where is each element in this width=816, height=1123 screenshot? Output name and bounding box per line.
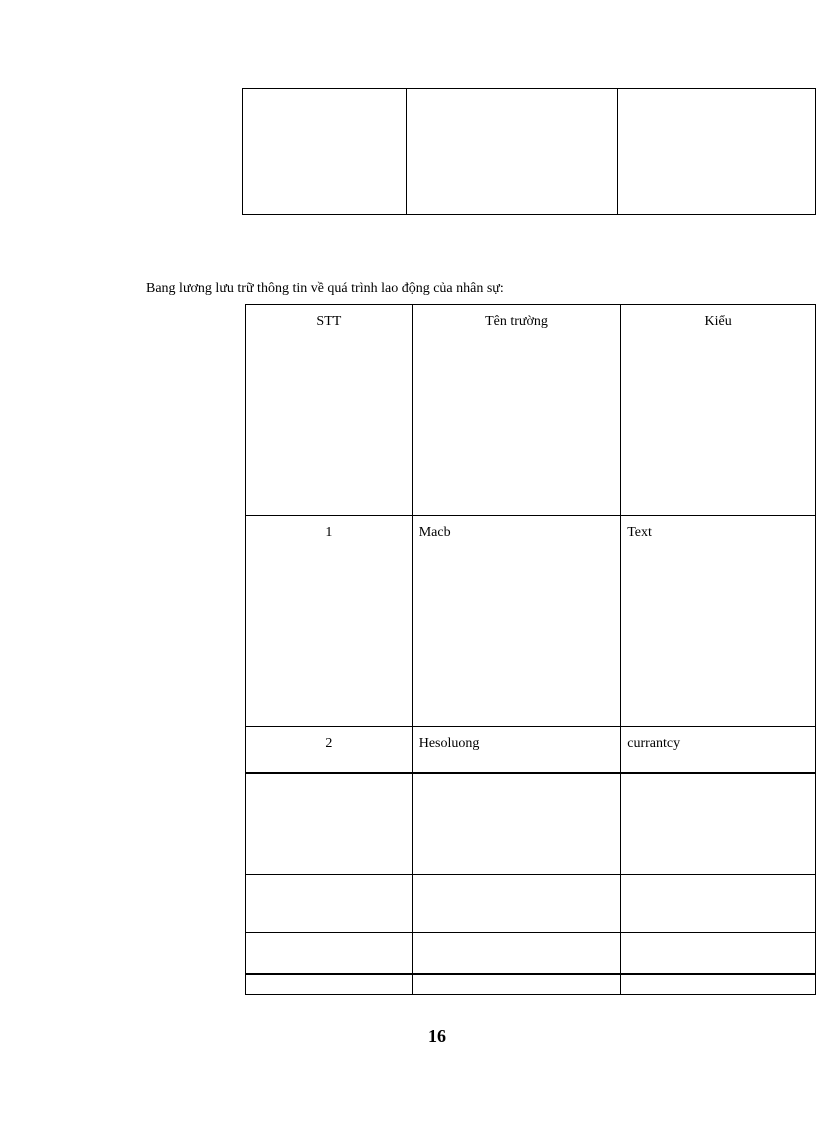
table-row bbox=[246, 516, 816, 727]
table-cell bbox=[621, 875, 816, 933]
row-2-stt: 2 bbox=[246, 727, 413, 773]
empty-row bbox=[246, 974, 816, 995]
header-row bbox=[246, 305, 816, 516]
row-1-field-name: Macb bbox=[412, 516, 621, 727]
table-cell bbox=[618, 89, 816, 215]
table-cell bbox=[243, 89, 407, 215]
table-row bbox=[243, 89, 816, 215]
empty-row bbox=[246, 773, 816, 875]
fields-table bbox=[245, 304, 816, 995]
header-cell-stt: STT bbox=[246, 305, 413, 516]
table-cell bbox=[246, 974, 413, 995]
table-cell bbox=[412, 974, 621, 995]
page-number: 16 bbox=[428, 1026, 446, 1046]
table-cell bbox=[412, 875, 621, 933]
continued-table bbox=[242, 88, 816, 215]
row-1-type: Text bbox=[621, 516, 816, 727]
table-cell bbox=[621, 974, 816, 995]
empty-row bbox=[246, 875, 816, 933]
table-cell bbox=[621, 933, 816, 974]
table-cell bbox=[412, 773, 621, 875]
empty-row bbox=[246, 933, 816, 974]
table-cell bbox=[246, 933, 413, 974]
row-1-stt: 1 bbox=[246, 516, 413, 727]
table-row bbox=[246, 727, 816, 773]
table-cell bbox=[412, 933, 621, 974]
row-2-field-name: Hesoluong bbox=[412, 727, 621, 773]
table-caption: Bang lương lưu trữ thông tin về quá trình lao động của nhân sự: bbox=[146, 281, 504, 296]
table-cell bbox=[406, 89, 617, 215]
table-cell bbox=[246, 773, 413, 875]
header-cell-field-name: Tên trường bbox=[412, 305, 621, 516]
table-cell bbox=[246, 875, 413, 933]
table-cell bbox=[621, 773, 816, 875]
row-2-type: currantcy bbox=[621, 727, 816, 773]
header-cell-type: Kiểu bbox=[621, 305, 816, 516]
